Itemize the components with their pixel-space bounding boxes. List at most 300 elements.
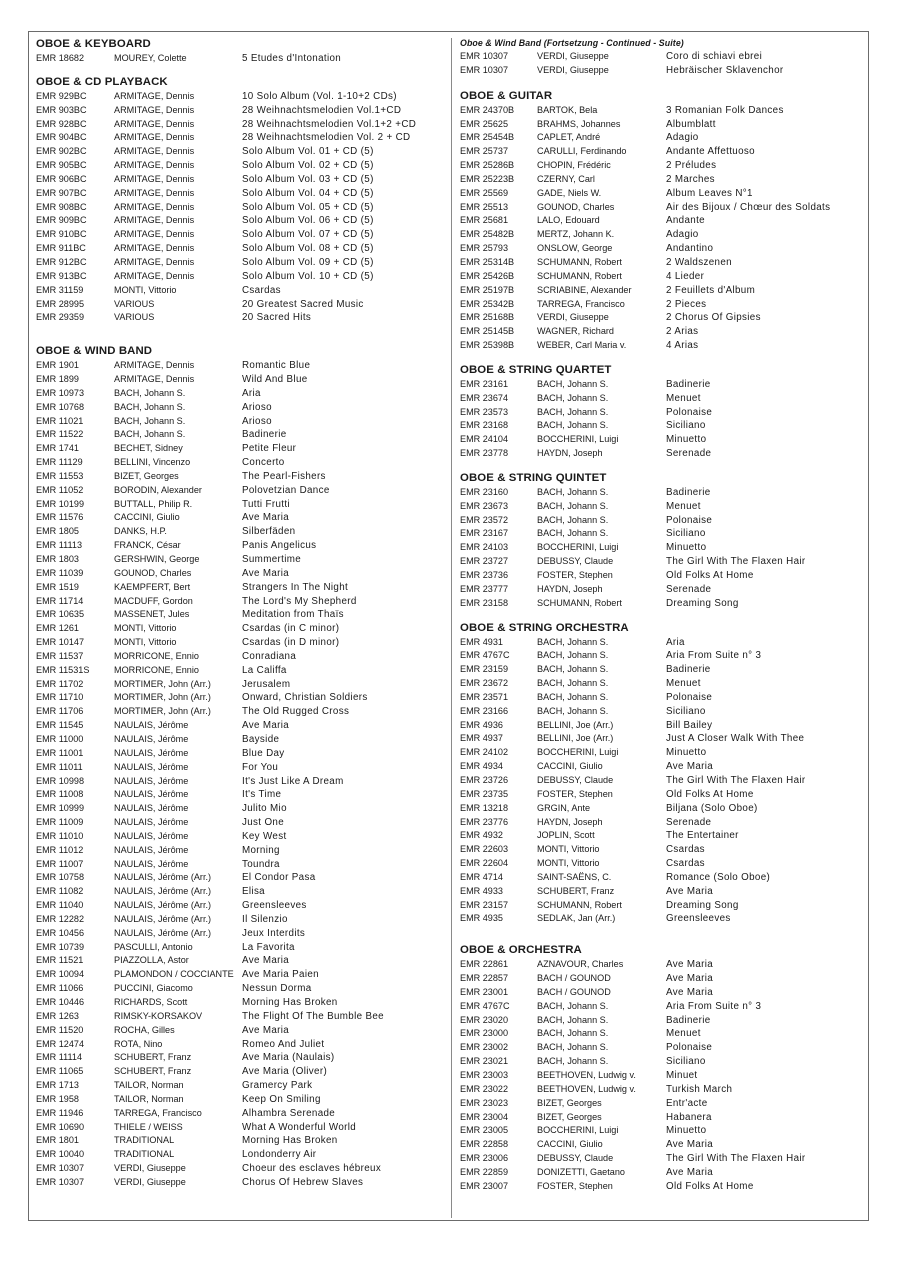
composer: FOSTER, Stephen	[537, 788, 613, 799]
catalogue-number: EMR 13218	[460, 802, 509, 813]
composer: NAULAIS, Jérôme	[114, 775, 189, 786]
composer: NAULAIS, Jérôme (Arr.)	[114, 927, 212, 938]
catalogue-number: EMR 11082	[36, 886, 84, 897]
work-title: 28 Weihnachtsmelodien Vol. 2 + CD	[242, 132, 411, 144]
work-title: Turkish March	[666, 1083, 733, 1095]
work-title: Solo Album Vol. 09 + CD (5)	[242, 256, 374, 268]
composer: VERDI, Giuseppe	[537, 312, 609, 323]
composer: CAPLET, André	[537, 132, 601, 143]
catalogue-number: EMR 25513	[460, 201, 509, 212]
catalogue-number: EMR 24370B	[460, 104, 515, 115]
work-title: Minuetto	[666, 542, 707, 554]
catalogue-number: EMR 11129	[36, 457, 83, 468]
catalogue-number: EMR 22857	[460, 973, 509, 984]
catalogue-row	[460, 1014, 865, 1028]
catalogue-row	[460, 1041, 865, 1055]
catalogue-row	[460, 1027, 865, 1041]
catalogue-number: EMR 23735	[460, 788, 509, 799]
work-title: Minuet	[666, 1070, 698, 1081]
work-title: Polonaise	[666, 514, 713, 526]
composer: BOCCHERINI, Luigi	[537, 542, 619, 553]
work-title: Serenade	[666, 448, 712, 460]
catalogue-number: EMR 4935	[460, 913, 503, 924]
composer: BACH, Johann S.	[537, 664, 609, 675]
catalogue-number: EMR 24102	[460, 747, 509, 758]
work-title: El Condor Pasa	[242, 872, 316, 884]
work-title: La Favorita	[242, 941, 295, 953]
composer: JOPLIN, Scott	[537, 830, 595, 841]
composer: VERDI, Giuseppe	[114, 1176, 186, 1187]
catalogue-number: EMR 23000	[460, 1028, 509, 1039]
section-title-oboe-keyboard: OBOE & KEYBOARD	[36, 38, 151, 50]
work-title: Habanera	[666, 1111, 712, 1123]
work-title: Ave Maria	[666, 1166, 714, 1178]
composer: NAULAIS, Jérôme	[114, 720, 189, 731]
composer: HAYDN, Joseph	[537, 448, 603, 459]
work-title: Aria From Suite n° 3	[666, 1000, 762, 1012]
catalogue-row	[36, 899, 446, 913]
composer: MORTIMER, John (Arr.)	[114, 692, 211, 703]
catalogue-row	[36, 1148, 446, 1162]
catalogue-row	[460, 912, 865, 926]
catalogue-row	[460, 958, 865, 972]
composer: VERDI, Giuseppe	[537, 64, 609, 75]
catalogue-number: EMR 1801	[36, 1135, 79, 1146]
catalogue-row	[36, 761, 446, 775]
catalogue-row	[460, 339, 865, 353]
composer: HAYDN, Joseph	[537, 816, 603, 827]
right-column	[460, 36, 865, 1194]
composer: BACH, Johann S.	[537, 420, 609, 431]
catalogue-number: EMR 29359	[36, 312, 85, 323]
catalogue-row	[36, 1176, 446, 1190]
catalogue-row	[460, 514, 865, 528]
work-title: Old Folks At Home	[666, 570, 754, 581]
catalogue-number: EMR 11007	[36, 858, 84, 869]
work-title: Old Folks At Home	[666, 1180, 754, 1192]
catalogue-number: EMR 4767C	[460, 1000, 510, 1011]
catalogue-number: EMR 23007	[460, 1180, 509, 1191]
catalogue-number: EMR 11714	[36, 595, 84, 606]
catalogue-number: EMR 1261	[36, 623, 79, 634]
composer: TARREGA, Francisco	[537, 298, 625, 309]
work-title: Old Folks At Home	[666, 788, 754, 800]
catalogue-number: EMR 11021	[36, 415, 84, 426]
work-title: Arioso	[242, 415, 272, 427]
catalogue-row	[36, 816, 446, 830]
catalogue-row	[36, 664, 446, 678]
catalogue-number: EMR 23004	[460, 1111, 509, 1122]
catalogue-row	[36, 242, 446, 256]
catalogue-row	[460, 214, 865, 228]
catalogue-row	[460, 228, 865, 242]
composer: BACH, Johann S.	[537, 514, 609, 525]
work-title: Conradiana	[242, 650, 297, 662]
catalogue-number: EMR 10456	[36, 927, 85, 938]
catalogue-number: EMR 11545	[36, 720, 84, 731]
catalogue-row	[36, 173, 446, 187]
composer: BUTTALL, Philip R.	[114, 498, 193, 509]
work-title: The Girl With The Flaxen Hair	[666, 1153, 806, 1165]
composer: RIMSKY-KORSAKOV	[114, 1010, 203, 1021]
section-title-oboe-wind-band: OBOE & WIND BAND	[36, 345, 153, 358]
catalogue-number: EMR 23168	[460, 420, 509, 431]
composer: BRAHMS, Johannes	[537, 118, 621, 129]
work-title: Polonaise	[666, 691, 713, 703]
catalogue-row	[36, 415, 446, 429]
composer: CACCINI, Giulio	[537, 1139, 603, 1150]
composer: ARMITAGE, Dennis	[114, 187, 195, 198]
catalogue-row	[460, 378, 865, 392]
catalogue-row	[36, 104, 446, 118]
catalogue-number: EMR 4936	[460, 719, 503, 730]
work-title: Entr'acte	[666, 1097, 708, 1109]
composer: BACH, Johann S.	[114, 401, 186, 412]
catalogue-row	[460, 1166, 865, 1180]
composer: MORRICONE, Ennio	[114, 664, 199, 675]
work-title: Albumblatt	[666, 118, 716, 130]
catalogue-number: EMR 23003	[460, 1070, 509, 1080]
work-title: The Pearl-Fishers	[242, 470, 326, 482]
work-title: Strangers In The Night	[242, 581, 349, 593]
composer: HAYDN, Joseph	[537, 583, 603, 594]
composer: PUCCINI, Giacomo	[114, 983, 193, 994]
catalogue-number: EMR 25426B	[460, 270, 515, 281]
composer: BACH, Johann S.	[537, 678, 609, 689]
catalogue-row	[460, 816, 865, 830]
composer: SCHUMANN, Robert	[537, 270, 622, 281]
composer: SCHUMANN, Robert	[537, 256, 622, 267]
catalogue-row	[460, 1111, 865, 1125]
catalogue-row	[36, 553, 446, 567]
composer: ARMITAGE, Dennis	[114, 118, 195, 129]
work-title: Siciliano	[666, 528, 706, 540]
catalogue-row	[460, 1124, 865, 1138]
catalogue-number: EMR 25314B	[460, 256, 515, 267]
work-title: Coro di schiavi ebrei	[666, 51, 763, 62]
composer: BACH, Johann S.	[537, 500, 609, 511]
catalogue-row	[36, 913, 446, 927]
catalogue-row	[460, 541, 865, 555]
catalogue-row	[460, 677, 865, 691]
work-title: 2 Marches	[666, 173, 715, 185]
work-title: The Girl With The Flaxen Hair	[666, 556, 806, 568]
catalogue-number: EMR 28995	[36, 298, 85, 309]
work-title: Andantino	[666, 243, 714, 255]
section-title-oboe-guitar: OBOE & GUITAR	[460, 89, 553, 102]
composer: CARULLI, Ferdinando	[537, 146, 627, 157]
catalogue-row	[460, 104, 865, 118]
composer: FOSTER, Stephen	[537, 1180, 613, 1191]
catalogue-number: EMR 1713	[36, 1080, 79, 1091]
composer: MONTI, Vittorio	[537, 858, 600, 869]
work-title: Aria	[242, 387, 261, 399]
work-title: La Califfa	[242, 664, 287, 676]
catalogue-row	[36, 595, 446, 609]
work-title: Wild And Blue	[242, 374, 308, 386]
catalogue-number: EMR 10199	[36, 498, 85, 509]
catalogue-row	[460, 1069, 865, 1083]
work-title: Morning Has Broken	[242, 1135, 338, 1147]
catalogue-row	[36, 705, 446, 719]
composer: FOSTER, Stephen	[537, 570, 613, 580]
catalogue-row	[36, 581, 446, 595]
catalogue-row	[36, 1162, 446, 1176]
work-title: Solo Album Vol. 01 + CD (5)	[242, 146, 374, 158]
catalogue-row	[36, 691, 446, 705]
catalogue-row	[36, 1024, 446, 1038]
composer: BACH, Johann S.	[114, 387, 186, 398]
work-title: Keep On Smiling	[242, 1093, 321, 1105]
work-title: Just A Closer Walk With Thee	[666, 733, 805, 745]
catalogue-number: EMR 23023	[460, 1097, 509, 1108]
catalogue-number: EMR 10040	[36, 1149, 85, 1160]
catalogue-row	[36, 1107, 446, 1121]
composer: NAULAIS, Jérôme	[114, 761, 189, 772]
composer: VERDI, Giuseppe	[537, 51, 609, 61]
composer: TRADITIONAL	[114, 1135, 175, 1146]
work-title: Ave Maria	[242, 512, 290, 524]
work-title: Air des Bijoux / Chœur des Soldats	[666, 201, 831, 213]
composer: PIAZZOLLA, Astor	[114, 955, 189, 966]
catalogue-row	[460, 311, 865, 325]
composer: BELLINI, Joe (Arr.)	[537, 719, 614, 730]
catalogue-number: EMR 913BC	[36, 270, 87, 281]
composer: BACH, Johann S.	[537, 1056, 609, 1067]
composer: ARMITAGE, Dennis	[114, 215, 195, 226]
work-title: 2 Pieces	[666, 298, 707, 310]
catalogue-number: EMR 11706	[36, 706, 84, 717]
work-title: Polonaise	[666, 1042, 713, 1054]
composer: NAULAIS, Jérôme	[114, 733, 189, 744]
work-title: Jeux Interdits	[242, 927, 306, 939]
catalogue-number: EMR 929BC	[36, 90, 87, 101]
catalogue-number: EMR 11065	[36, 1066, 84, 1077]
catalogue-row	[36, 456, 446, 470]
composer: NAULAIS, Jérôme	[114, 844, 189, 855]
catalogue-row	[36, 747, 446, 761]
catalogue-row	[36, 284, 446, 298]
catalogue-number: EMR 905BC	[36, 160, 87, 171]
work-title: Csardas	[666, 844, 705, 856]
catalogue-row	[460, 636, 865, 650]
catalogue-number: EMR 911BC	[36, 243, 86, 254]
work-title: For You	[242, 761, 279, 773]
work-title: Menuet	[666, 1028, 701, 1040]
work-title: Badinerie	[666, 378, 711, 390]
work-title: Alhambra Serenade	[242, 1107, 336, 1119]
catalogue-row	[460, 145, 865, 159]
catalogue-number: EMR 23672	[460, 678, 509, 689]
catalogue-row	[36, 954, 446, 968]
section-list	[460, 50, 865, 78]
composer: SCHUMANN, Robert	[537, 899, 622, 910]
catalogue-number: EMR 24104	[460, 434, 509, 445]
catalogue-row	[460, 256, 865, 270]
work-title: Bayside	[242, 733, 280, 745]
work-title: Arioso	[242, 401, 272, 413]
catalogue-row	[460, 569, 865, 583]
catalogue-row	[36, 187, 446, 201]
work-title: Jerusalem	[242, 678, 291, 690]
work-title: Csardas (in C minor)	[242, 623, 340, 635]
catalogue-row	[36, 401, 446, 415]
catalogue-number: EMR 10307	[36, 1163, 85, 1174]
catalogue-number: EMR 25793	[460, 243, 509, 254]
catalogue-row	[36, 733, 446, 747]
work-title: Key West	[242, 830, 287, 842]
catalogue-number: EMR 22859	[460, 1166, 509, 1177]
work-title: Ave Maria	[666, 973, 714, 985]
composer: BACH, Johann S.	[537, 1014, 609, 1025]
work-title: Solo Album Vol. 08 + CD (5)	[242, 243, 374, 255]
catalogue-row	[460, 972, 865, 986]
catalogue-number: EMR 1901	[36, 360, 79, 371]
composer: DANKS, H.P.	[114, 526, 167, 537]
catalogue-row	[36, 941, 446, 955]
composer: CZERNY, Carl	[537, 173, 595, 184]
catalogue-number: EMR 23573	[460, 406, 509, 417]
catalogue-row	[460, 663, 865, 677]
composer: BACH, Johann S.	[537, 406, 609, 417]
catalogue-row	[460, 885, 865, 899]
catalogue-number: EMR 22858	[460, 1139, 509, 1150]
work-title: Dreaming Song	[666, 597, 739, 609]
catalogue-row	[36, 498, 446, 512]
composer: NAULAIS, Jérôme	[114, 817, 189, 828]
catalogue-number: EMR 23776	[460, 816, 509, 827]
catalogue-number: EMR 23727	[460, 556, 509, 567]
work-title: 28 Weihnachtsmelodien Vol.1+2 +CD	[242, 118, 417, 130]
catalogue-row	[460, 788, 865, 802]
composer: BACH, Johann S.	[537, 705, 609, 716]
catalogue-number: EMR 23674	[460, 392, 509, 403]
catalogue-number: EMR 4932	[460, 830, 503, 841]
catalogue-row	[460, 187, 865, 201]
catalogue-row	[36, 145, 446, 159]
composer: BACH, Johann S.	[114, 429, 186, 440]
catalogue-number: EMR 1805	[36, 526, 79, 537]
catalogue-number: EMR 11010	[36, 830, 84, 841]
catalogue-row	[460, 899, 865, 913]
catalogue-number: EMR 25168B	[460, 312, 515, 323]
work-title: Aria	[666, 636, 685, 648]
work-title: Chorus Of Hebrew Slaves	[242, 1176, 364, 1188]
catalogue-row	[460, 719, 865, 733]
catalogue-row	[36, 470, 446, 484]
work-title: Gramercy Park	[242, 1080, 313, 1092]
composer: MORRICONE, Ennio	[114, 650, 199, 661]
catalogue-number: EMR 11531S	[36, 664, 90, 675]
composer: MONTI, Vittorio	[114, 284, 177, 295]
catalogue-row	[36, 118, 446, 132]
work-title: Silberfäden	[242, 526, 296, 538]
catalogue-number: EMR 12282	[36, 913, 85, 924]
composer: BACH, Johann S.	[537, 650, 609, 661]
catalogue-row	[460, 857, 865, 871]
catalogue-row	[36, 927, 446, 941]
composer: BIZET, Georges	[537, 1097, 602, 1108]
catalogue-number: EMR 23161	[460, 378, 509, 389]
catalogue-number: EMR 11702	[36, 678, 84, 689]
catalogue-row	[36, 719, 446, 733]
work-title: Bill Bailey	[666, 719, 713, 731]
composer: SAINT-SAËNS, C.	[537, 871, 612, 882]
composer: BACH / GOUNOD	[537, 986, 611, 997]
work-title: Greensleeves	[666, 913, 731, 925]
catalogue-number: EMR 10446	[36, 997, 85, 1007]
work-title: Menuet	[666, 500, 701, 512]
catalogue-number: EMR 25223B	[460, 173, 515, 184]
section-title-oboe-wind-band-fortsetzung-continued-suite: Oboe & Wind Band (Fortsetzung - Continued - Suite)	[460, 38, 684, 48]
work-title: Siciliano	[666, 420, 706, 432]
catalogue-number: EMR 23002	[460, 1042, 509, 1053]
catalogue-row	[36, 484, 446, 498]
composer: BELLINI, Joe (Arr.)	[537, 733, 614, 744]
composer: MOUREY, Colette	[114, 53, 187, 63]
work-title: Solo Album Vol. 06 + CD (5)	[242, 215, 374, 227]
catalogue-number: EMR 25398B	[460, 340, 515, 351]
composer: VERDI, Giuseppe	[114, 1163, 186, 1174]
catalogue-number: EMR 23160	[460, 486, 509, 497]
catalogue-row	[36, 567, 446, 581]
work-title: Ave Maria	[242, 1024, 290, 1036]
composer: SEDLAK, Jan (Arr.)	[537, 913, 616, 924]
catalogue-number: EMR 904BC	[36, 132, 87, 143]
work-title: Serenade	[666, 583, 712, 595]
composer: ARMITAGE, Dennis	[114, 132, 195, 143]
catalogue-row	[460, 871, 865, 885]
work-title: Adagio	[666, 229, 699, 241]
work-title: Ave Maria	[666, 959, 714, 971]
catalogue-number: EMR 23778	[460, 448, 509, 459]
section-title-oboe-string-quartet: OBOE & STRING QUARTET	[460, 363, 612, 376]
composer: GOUNOD, Charles	[537, 201, 615, 212]
work-title: Solo Album Vol. 04 + CD (5)	[242, 187, 374, 199]
work-title: Concerto	[242, 457, 285, 469]
work-title: Solo Album Vol. 02 + CD (5)	[242, 160, 374, 172]
composer: NAULAIS, Jérôme (Arr.)	[114, 886, 212, 897]
composer: FRANCK, César	[114, 540, 181, 551]
composer: AZNAVOUR, Charles	[537, 959, 624, 970]
composer: BOCCHERINI, Luigi	[537, 434, 619, 445]
composer: ARMITAGE, Dennis	[114, 90, 195, 101]
catalogue-number: EMR 10635	[36, 609, 85, 620]
work-title: Tutti Frutti	[242, 498, 290, 510]
composer: ARMITAGE, Dennis	[114, 374, 195, 385]
catalogue-number: EMR 23673	[460, 500, 509, 511]
work-title: Petite Fleur	[242, 443, 297, 455]
catalogue-number: EMR 10094	[36, 969, 85, 980]
catalogue-number: EMR 912BC	[36, 256, 87, 267]
work-title: Toundra	[242, 858, 280, 870]
composer: NAULAIS, Jérôme (Arr.)	[114, 900, 212, 911]
work-title: Nessun Dorma	[242, 983, 312, 995]
composer: RICHARDS, Scott	[114, 997, 188, 1007]
work-title: Ave Maria	[242, 720, 290, 732]
section-title-oboe-cd-playback: OBOE & CD PLAYBACK	[36, 75, 168, 88]
catalogue-row	[36, 539, 446, 553]
catalogue-number: EMR 23022	[460, 1083, 509, 1094]
catalogue-number: EMR 1958	[36, 1093, 79, 1104]
catalogue-row	[460, 159, 865, 173]
composer: CACCINI, Giulio	[114, 512, 180, 523]
catalogue-number: EMR 11001	[36, 747, 84, 758]
work-title: Morning	[242, 844, 280, 856]
composer: ARMITAGE, Dennis	[114, 256, 195, 267]
composer: BACH, Johann S.	[537, 528, 609, 539]
catalogue-row	[460, 1138, 865, 1152]
